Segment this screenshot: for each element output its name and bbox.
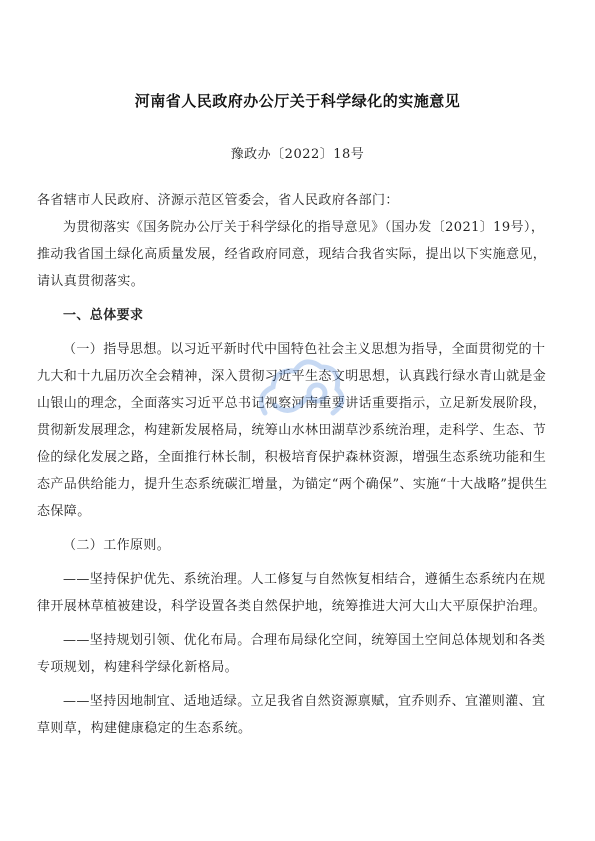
addressee-line: 各省辖市人民政府、济源示范区管委会，省人民政府各部门： — [37, 193, 399, 208]
document-number: 豫政办〔2022〕18号 — [230, 147, 365, 162]
section-heading-general-requirements: 一、总体要求 — [63, 308, 144, 323]
guiding-thought-paragraph: （一）指导思想。以习近平新时代中国特色社会主义思想为指导，全面贯彻党的十九大和十九届历次全会精神，深入贯彻习近平生态文明思想，认真践行绿水青山就是金山银山的理念，全面落实习近平总书记视察河南重要讲话重要指示，立足新发展阶段，贯彻新发展理念，构建新发展格局，统筹山水林田湖草沙系统治理，走科学、生态、节俭的绿化发展之路，全面推行林长制，积极培育保护森林资源，增强生态系统功能和生态产品供给能力，提升生态系统碳汇增量，为锚定“两个确保”、实施“十大战略”提供生态保障。 — [37, 342, 548, 519]
principle-item: ——坚持因地制宜、适地适绿。立足我省自然资源禀赋，宜乔则乔、宜灌则灌、宜草则草，构建健康稳定的生态系统。 — [37, 694, 546, 736]
document-title: 河南省人民政府办公厅关于科学绿化的实施意见 — [134, 92, 461, 110]
principle-item: ——坚持保护优先、系统治理。人工修复与自然恢复相结合，遵循生态系统内在规律开展林草植被建设，科学设置各类自然保护地，统筹推进大河大山大平原保护治理。 — [37, 572, 547, 614]
principles-heading: （二）工作原则。 — [63, 538, 171, 553]
principle-item: ——坚持规划引领、优化布局。合理布局绿化空间，统筹国土空间总体规划和各类专项规划，构建科学绿化新格局。 — [37, 633, 546, 675]
intro-paragraph: 为贯彻落实《国务院办公厅关于科学绿化的指导意见》（国办发〔2021〕19号），推动我省国土绿化高质量发展，经省政府同意，现结合我省实际，提出以下实施意见，请认真贯彻落实。 — [37, 220, 547, 289]
document-body — [37, 187, 557, 742]
